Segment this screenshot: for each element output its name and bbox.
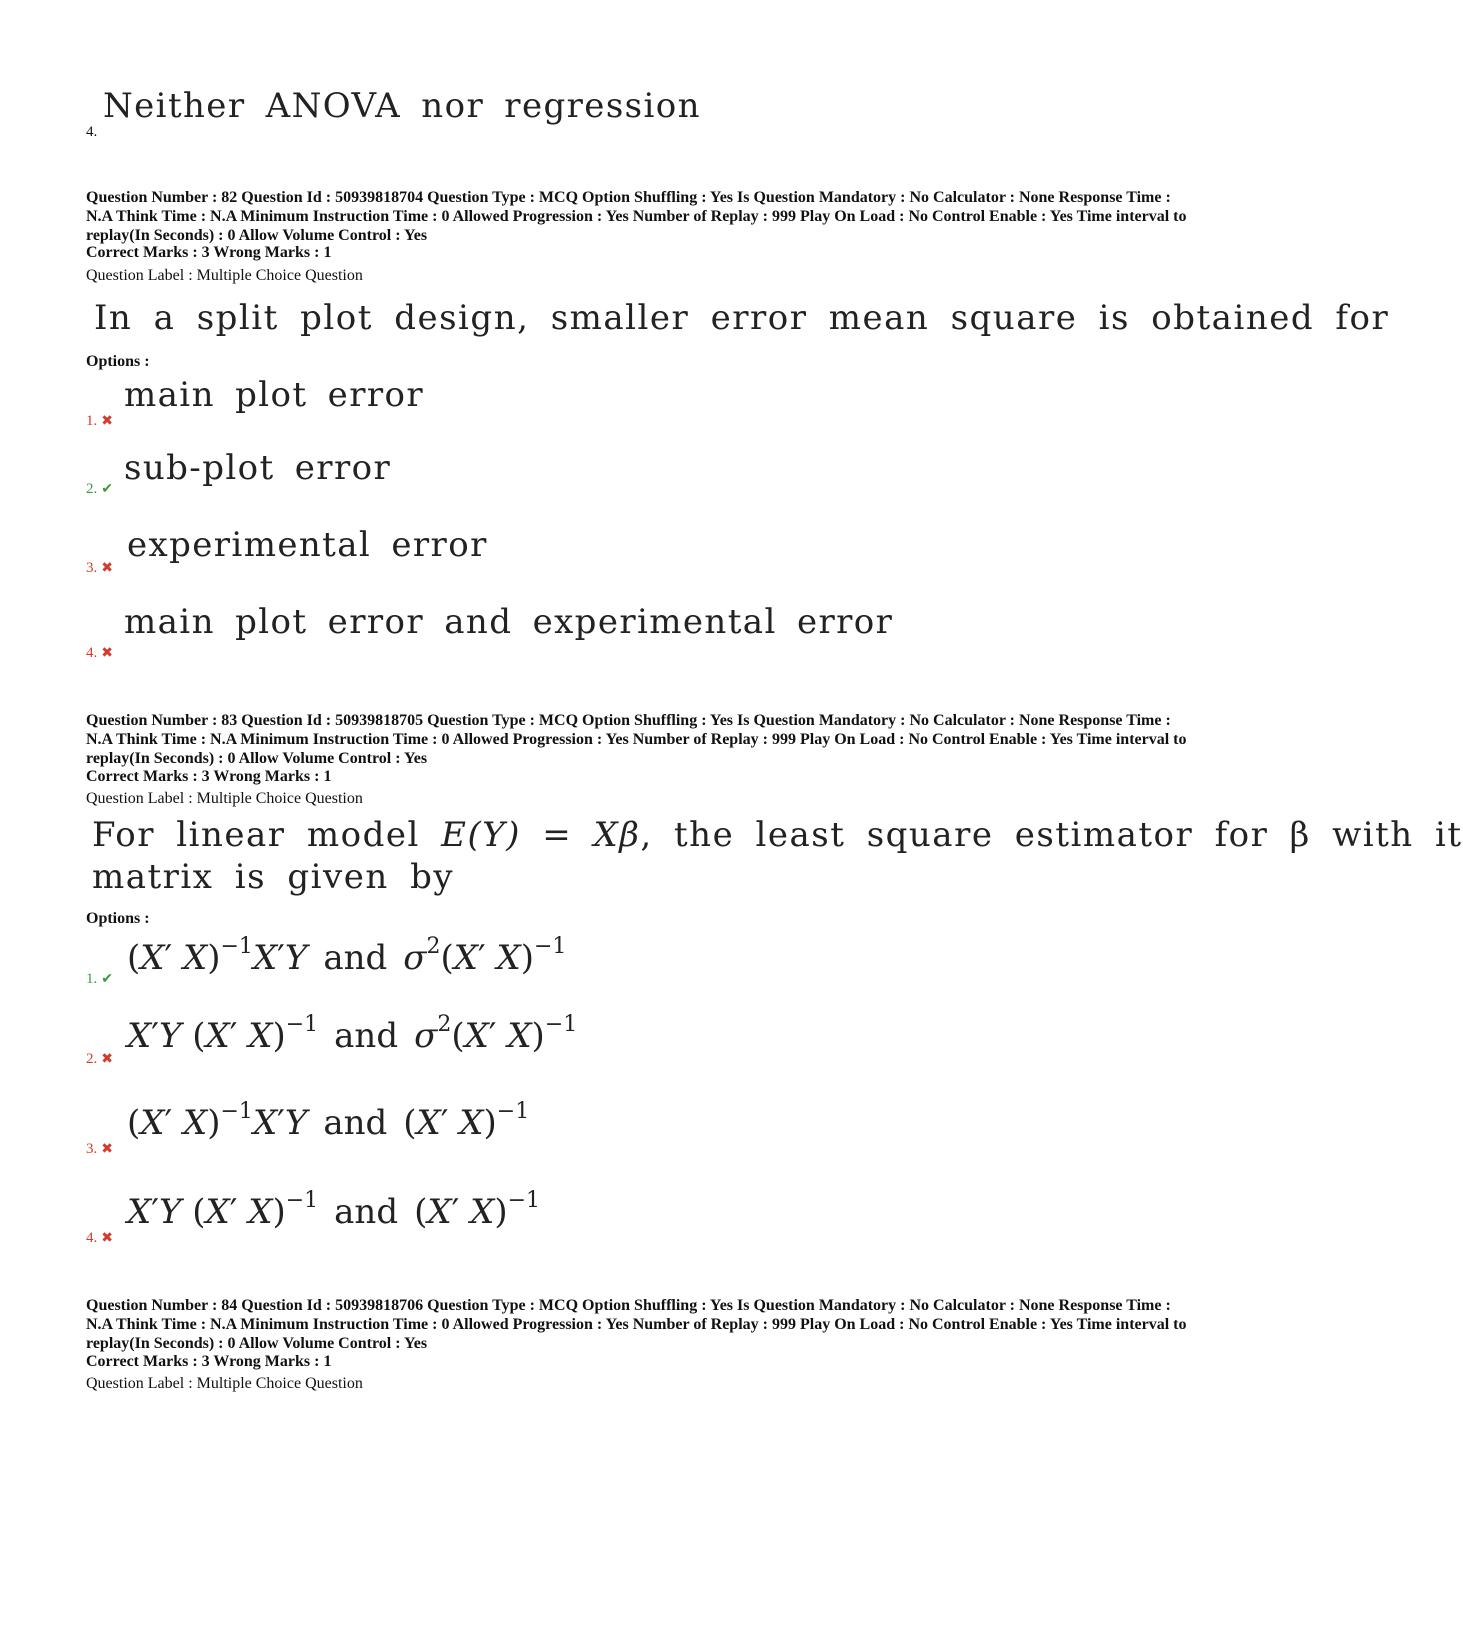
cross-icon: ✖ [101,1231,113,1246]
cross-icon: ✖ [101,646,113,661]
q83-option-1-number: 1. ✔ [86,971,113,987]
question-82-text: In a split plot design, smaller error mean square is obtained for [94,298,1390,338]
question-82-options-heading: Options : [86,353,150,370]
question-83-label: Question Label : Multiple Choice Question [86,790,363,807]
q83-option-1-formula: (X′ X)$^{-1}$X′Y and $\sigma^2(X'$ X)$^{-1}$ [127,934,567,978]
cross-icon: ✖ [101,414,113,429]
question-82-meta: Question Number : 82 Question Id : 50939818704 Question Type : MCQ Option Shuffling : Yes Is Question Mandatory : No Calculator : None Response Time : N.A Think Time : N.A Minimum Instruction Time : 0 Allowed Progression : Yes Number of Replay : 999 Play On Load : No Control Enable : Yes Time interval to replay(In Seconds) : 0 Allow Volume Control : Yes [86,189,1187,244]
check-icon: ✔ [101,972,113,987]
q82-option-1-text: main plot error [124,375,425,415]
question-83-marks: Correct Marks : 3 Wrong Marks : 1 [86,768,332,785]
q82-option-1-number: 1. ✖ [86,413,113,429]
previous-option-number: 4. [86,124,98,140]
model-formula: E(Y) = Xβ [441,815,641,855]
q83-option-4-formula: X′Y (X′ X)$^{-1}$ and (X′ X)$^{-1}$ [127,1188,541,1232]
q82-option-4-text: main plot error and experimental error [124,602,894,642]
q82-option-3-number: 3. ✖ [86,560,113,576]
q82-option-4-number: 4. ✖ [86,645,113,661]
cross-icon: ✖ [101,561,113,576]
question-83-meta: Question Number : 83 Question Id : 50939818705 Question Type : MCQ Option Shuffling : Yes Is Question Mandatory : No Calculator : None Response Time : N.A Think Time : N.A Minimum Instruction Time : 0 Allowed Progression : Yes Number of Replay : 999 Play On Load : No Control Enable : Yes Time interval to replay(In Seconds) : 0 Allow Volume Control : Yes [86,712,1187,767]
q83-option-3-number: 3. ✖ [86,1141,113,1157]
q83-option-2-number: 2. ✖ [86,1051,113,1067]
q83-option-4-number: 4. ✖ [86,1230,113,1246]
q82-option-3-text: experimental error [127,525,488,565]
question-82-marks: Correct Marks : 3 Wrong Marks : 1 [86,244,332,261]
question-82-label: Question Label : Multiple Choice Question [86,267,363,284]
previous-option-text: Neither ANOVA nor regression [103,86,701,126]
question-84-meta: Question Number : 84 Question Id : 50939818706 Question Type : MCQ Option Shuffling : Yes Is Question Mandatory : No Calculator : None Response Time : N.A Think Time : N.A Minimum Instruction Time : 0 Allowed Progression : Yes Number of Replay : 999 Play On Load : No Control Enable : Yes Time interval to replay(In Seconds) : 0 Allow Volume Control : Yes [86,1297,1187,1352]
q83-option-2-formula: X′Y (X′ X)$^{-1}$ and $\sigma^2(X'$ X)$^{-1}$ [127,1012,578,1056]
q82-option-2-text: sub-plot error [124,448,392,488]
question-84-marks: Correct Marks : 3 Wrong Marks : 1 [86,1353,332,1370]
cross-icon: ✖ [101,1052,113,1067]
question-83-text-line-1: For linear model E(Y) = Xβ, the least square estimator for β with it [92,815,1463,855]
q82-option-2-number: 2. ✔ [86,481,113,497]
cross-icon: ✖ [101,1142,113,1157]
question-84-label: Question Label : Multiple Choice Question [86,1375,363,1392]
q83-option-3-formula: (X′ X)$^{-1}$X′Y and (X′ X)$^{-1}$ [127,1099,530,1143]
check-icon: ✔ [101,482,113,497]
question-83-text-line-2: matrix is given by [92,857,455,897]
question-83-options-heading: Options : [86,910,150,927]
